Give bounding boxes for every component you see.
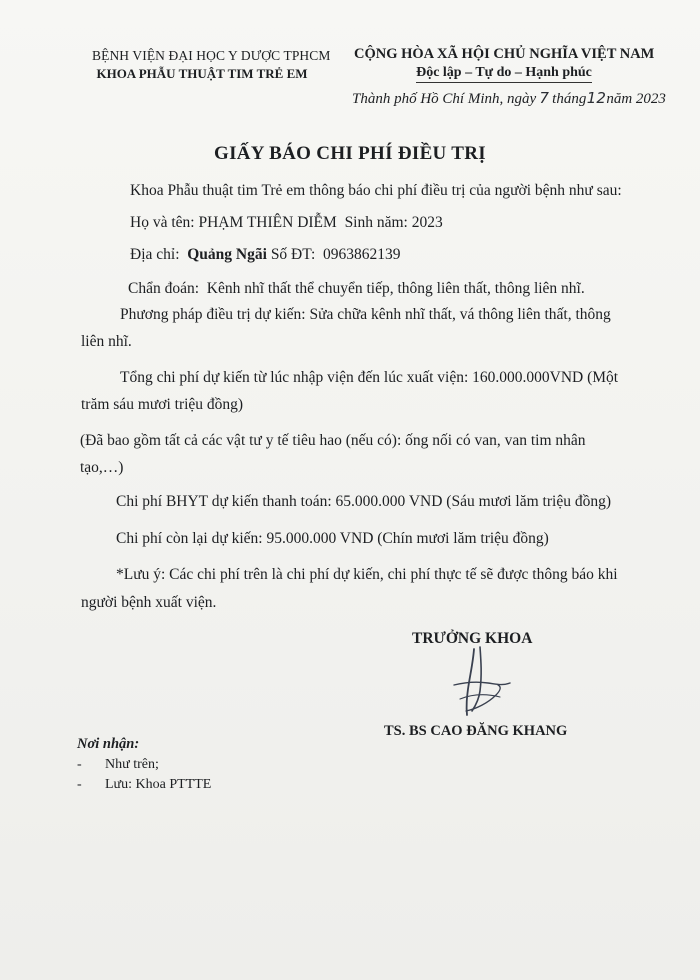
date-line bbox=[352, 89, 666, 108]
insurance-line: Chi phí BHYT dự kiến thanh toán: 65.000.000 VND (Sáu mươi lăm triệu đồng) bbox=[116, 493, 611, 510]
total-cost-line-1: Tổng chi phí dự kiến từ lúc nhập viện đến lúc xuất viện: 160.000.000VND (Một bbox=[120, 369, 619, 386]
signer-name: TS. BS CAO ĐĂNG KHANG bbox=[384, 723, 568, 739]
diagnosis-label: Chẩn đoán: bbox=[128, 280, 200, 297]
included-line-2: tạo,…) bbox=[80, 459, 124, 476]
date-month-label: tháng bbox=[552, 91, 587, 107]
method-line-1: Phương pháp điều trị dự kiến: Sửa chữa kênh nhĩ thất, vá thông liên thất, thông bbox=[120, 306, 611, 323]
patient-name-line bbox=[130, 214, 443, 232]
handwritten-signature bbox=[440, 645, 530, 725]
patient-address: Quảng Ngãi bbox=[187, 246, 267, 263]
patient-phone: 0963862139 bbox=[323, 246, 401, 263]
date-day: 7 bbox=[539, 89, 549, 107]
diagnosis-text: Kênh nhĩ thất thể chuyển tiếp, thông liên thất, thông liên nhĩ. bbox=[206, 280, 585, 297]
birth-label: Sinh năm: bbox=[344, 214, 408, 231]
date-year: năm 2023 bbox=[606, 91, 666, 107]
remaining-cost-line: Chi phí còn lại dự kiến: 95.000.000 VND (Chín mươi lăm triệu đồng) bbox=[116, 530, 549, 547]
name-label: Họ và tên: bbox=[130, 214, 195, 231]
recipient-item: - Lưu: Khoa PTTTE bbox=[77, 777, 212, 792]
method-line-2: liên nhĩ. bbox=[81, 333, 132, 350]
note-line-1: *Lưu ý: Các chi phí trên là chi phí dự kiến, chi phí thực tế sẽ được thông báo khi bbox=[116, 566, 618, 583]
header-right bbox=[354, 46, 654, 83]
department-name: KHOA PHẪU THUẬT TIM TRẺ EM bbox=[96, 66, 308, 81]
national-title: CỘNG HÒA XÃ HỘI CHỦ NGHĨA VIỆT NAM bbox=[354, 46, 655, 62]
recipients-title: Nơi nhận: bbox=[77, 736, 140, 752]
patient-name: PHẠM THIÊN DIỄM bbox=[198, 214, 337, 231]
header-left bbox=[92, 48, 331, 82]
date-month: 12 bbox=[586, 89, 606, 107]
signature-title: TRƯỞNG KHOA bbox=[412, 630, 533, 647]
diagnosis-line bbox=[128, 280, 585, 298]
note-line-2: người bệnh xuất viện. bbox=[81, 594, 217, 611]
date-prefix: Thành phố Hồ Chí Minh, ngày bbox=[352, 91, 537, 107]
hospital-name: BỆNH VIỆN ĐẠI HỌC Y DƯỢC TPHCM bbox=[92, 48, 331, 63]
address-line bbox=[130, 246, 401, 264]
intro-text: Khoa Phẫu thuật tim Trẻ em thông báo chi phí điều trị của người bệnh như sau: bbox=[130, 182, 622, 199]
included-line-1: (Đã bao gồm tất cả các vật tư y tế tiêu hao (nếu có): ống nối có van, van tim nhân bbox=[80, 432, 586, 449]
total-cost-line-2: trăm sáu mươi triệu đồng) bbox=[81, 396, 244, 413]
address-label: Địa chỉ: bbox=[130, 246, 180, 263]
recipient-item: - Như trên; bbox=[77, 757, 159, 772]
document-title: GIẤY BÁO CHI PHÍ ĐIỀU TRỊ bbox=[214, 143, 486, 164]
birth-year: 2023 bbox=[411, 214, 443, 231]
phone-label: Số ĐT: bbox=[270, 246, 316, 263]
national-motto: Độc lập – Tự do – Hạnh phúc bbox=[416, 65, 592, 83]
